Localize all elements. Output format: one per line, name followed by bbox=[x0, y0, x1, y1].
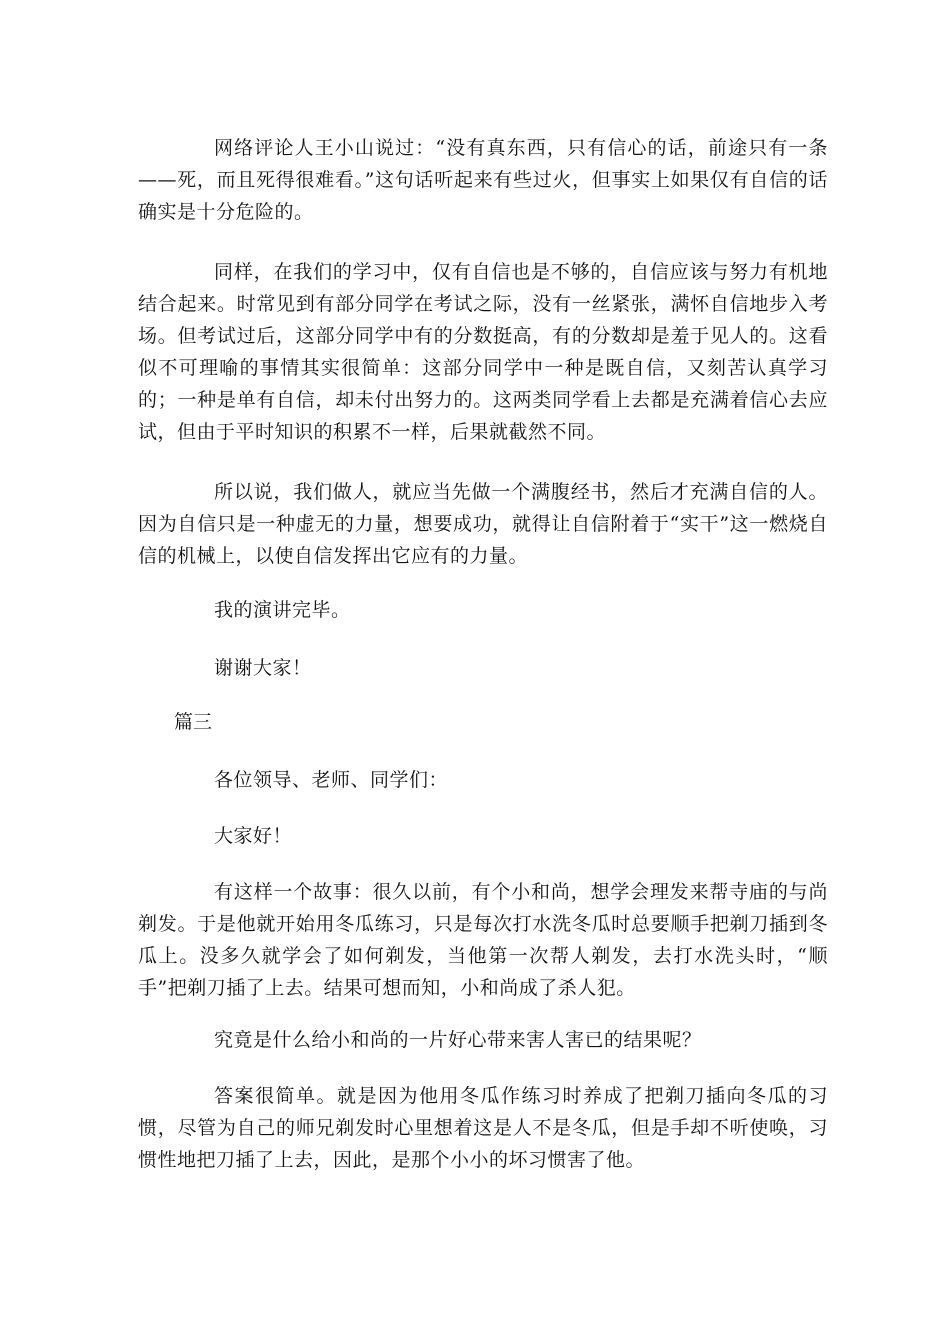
greeting-audience: 各位领导、老师、同学们： bbox=[214, 769, 449, 791]
thanks-line: 谢谢大家！ bbox=[214, 657, 312, 679]
speech-end-line: 我的演讲完毕。 bbox=[214, 599, 351, 621]
paragraph-wang-xiaoshan-quote: 网络评论人王小山说过：“没有真东西，只有信心的话，前途只有一条——死，而且死得很难看。”这句话听起来有些过火，但事实上如果仅有自信的话确实是十分危险的。 bbox=[138, 137, 828, 223]
paragraph-question: 究竟是什么给小和尚的一片好心带来害人害已的结果呢？ bbox=[214, 1029, 702, 1051]
paragraph-answer: 答案很简单。就是因为他用冬瓜作练习时养成了把剃刀插向冬瓜的习惯，尽管为自己的师兄剃发时心里想着这是人不是冬瓜，但是手却不听使唤，习惯性地把刀插了上去，因此，是那个小小的坏习惯害了他。 bbox=[138, 1085, 828, 1171]
section-heading: 篇三 bbox=[174, 711, 213, 733]
paragraph-monk-story: 有这样一个故事：很久以前，有个小和尚，想学会理发来帮寺庙的与尚剃发。于是他就开始用冬瓜练习，只是每次打水洗冬瓜时总要顺手把剃刀插到冬瓜上。没多久就学会了如何剃发，当他第一次帮人剃发，去打水洗头时，“顺手”把剃刀插了上去。结果可想而知，小和尚成了杀人犯。 bbox=[138, 881, 828, 999]
paragraph-conclusion: 所以说，我们做人，就应当先做一个满腹经书，然后才充满自信的人。因为自信只是一种虚无的力量，想要成功，就得让自信附着于“实干”这一燃烧自信的机械上，以使自信发挥出它应有的力量。 bbox=[138, 481, 828, 567]
paragraph-learning-confidence: 同样，在我们的学习中，仅有自信也是不够的，自信应该与努力有机地结合起来。时常见到有部分同学在考试之际，没有一丝紧张，满怀自信地步入考场。但考试过后，这部分同学中有的分数挺高，有的分数却是羞于见人的。这看似不可理喻的事情其实很简单：这部分同学中一种是既自信，又刻苦认真学习的；一种是单有自信，却未付出努力的。这两类同学看上去都是充满着信心去应试，但由于平时知识的积累不一样，后果就截然不同。 bbox=[138, 261, 828, 443]
greeting-hello: 大家好！ bbox=[214, 825, 293, 847]
